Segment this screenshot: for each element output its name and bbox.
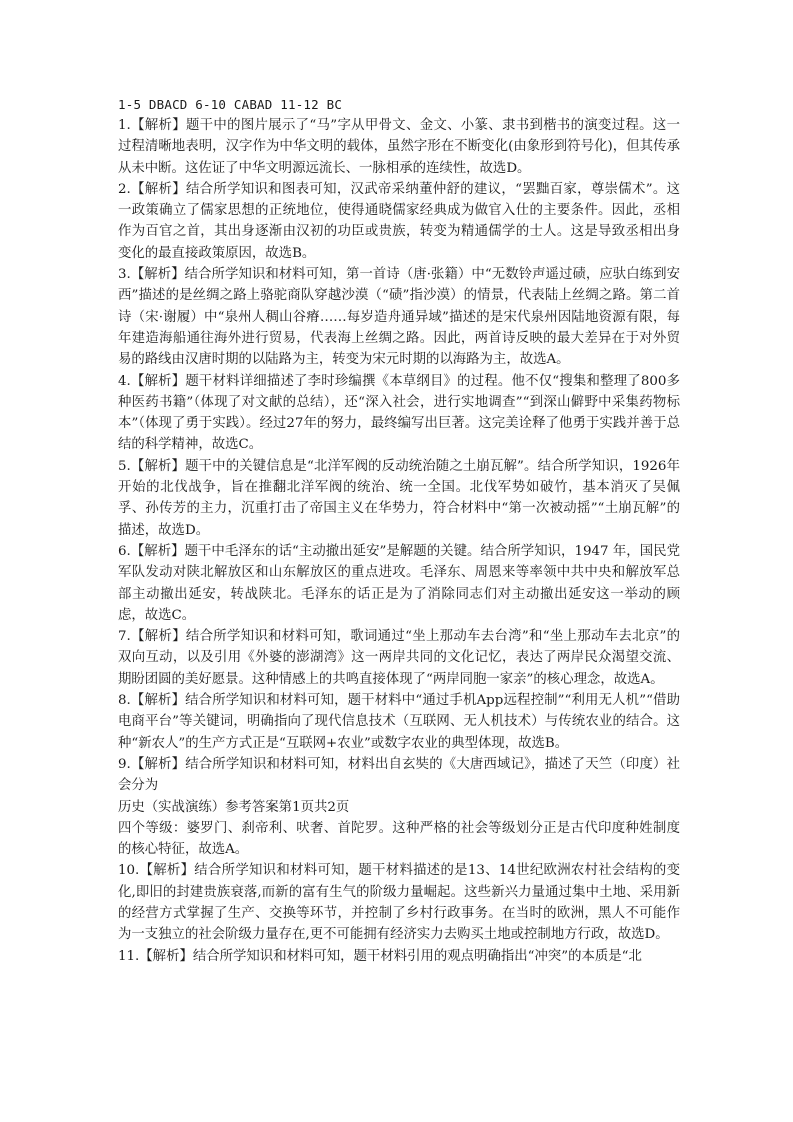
analysis-tag: 【解析】 xyxy=(130,267,185,283)
item-text: 题干中的关键信息是“北洋军阀的反动统治随之土崩瓦解”。结合所学知识，1926年开始的北伐战争，旨在推翻北洋军阀的统治、统一全国。北伐军势如破竹，基本消灭了吴佩孚、孙传芳的主力，沉重打击了帝国主义在华势力，符合材料中“第一次被动摇”“土崩瓦解”的描述，故选D。 xyxy=(118,458,680,538)
analysis-tag: 【解析】 xyxy=(130,543,185,559)
analysis-item-2 xyxy=(118,179,680,264)
analysis-item-9-continued: 四个等级：婆罗门、刹帝利、吠奢、首陀罗。这种严格的社会等级划分正是古代印度种姓制度的核心特征，故选A。 xyxy=(118,820,680,858)
analysis-item-8 xyxy=(118,690,680,754)
analysis-item-4 xyxy=(118,371,680,456)
analysis-item-1 xyxy=(118,115,680,179)
item-number: 10. xyxy=(118,863,140,879)
analysis-item-9 xyxy=(118,754,680,797)
item-text: 题干中的图片展示了“马”字从甲骨文、金文、小篆、隶书到楷书的演变过程。这一过程清晰地表明，汉字作为中华文明的载体，虽然字形在不断变化(由象形到符号化)，但其传承从未中断。这佐证了中华文明源远流长、一脉相承的连续性，故选D。 xyxy=(118,118,680,176)
item-text: 结合所学知识和图表可知，汉武帝采纳董仲舒的建议，“罢黜百家，尊崇儒术”。这一政策确立了儒家思想的正统地位，使得通晓儒家经典成为做官入仕的主要条件。因此，丞相作为百官之首，其出身逐渐由汉初的功臣或贵族，转变为精通儒学的士人。这是导致丞相出身变化的最直接政策原因，故选B。 xyxy=(118,181,680,261)
item-number: 2. xyxy=(118,181,131,197)
analysis-tag: 【解析】 xyxy=(130,118,186,133)
item-text: 结合所学知识和材料可知，材料出自玄奘的《大唐西域记》，描述了天竺（印度）社会分为 xyxy=(118,756,680,794)
analysis-tag: 【解析】 xyxy=(130,756,186,772)
item-number: 6. xyxy=(118,543,131,559)
item-text: 题干中毛泽东的话“主动撤出延安”是解题的关键。结合所学知识，1947 年，国民党军队发动对陕北解放区和山东解放区的重点进攻。毛泽东、周恩来等率领中共中央和解放军总部主动撤出延安，转战陕北。毛泽东的话正是为了消除同志们对主动撤出延安这一举动的顾虑，故选C。 xyxy=(118,543,680,623)
item-text: 结合所学知识和材料可知，题干材料描述的是13、14世纪欧洲农村社会结构的变化,即旧的封建贵族衰落,而新的富有生气的阶级力量崛起。这些新兴力量通过集中土地、采用新的经营方式掌握了生产、交换等环节，并控制了乡村行政事务。在当时的欧洲，黑人不可能作为一支独立的社会阶级力量存在,更不可能拥有经济实力去购买土地或控制地方行政，故选D。 xyxy=(118,863,681,943)
item-number: 9. xyxy=(118,756,131,772)
answer-key: 1-5 DBACD 6-10 CABAD 11-12 BC xyxy=(118,97,343,112)
item-number: 7. xyxy=(118,629,131,645)
analysis-item-3 xyxy=(118,264,680,370)
answer-document xyxy=(118,94,680,967)
analysis-tag: 【解析】 xyxy=(130,458,186,474)
analysis-tag: 【解析】 xyxy=(130,693,186,709)
item-text: 结合所学知识和材料可知，题干材料中“通过手机App远程控制”“利用无人机”“借助电商平台”等关键词，明确指向了现代信息技术（互联网、无人机技术）与传统农业的结合。这种“新农人”的生产方式正是“互联网+农业”或数字农业的典型体现，故选B。 xyxy=(118,693,680,751)
item-text: 结合所学知识和材料可知，歌词通过“坐上那动车去台湾”和“坐上那动车去北京”的双向互动，以及引用《外婆的澎湖湾》这一两岸共同的文化记忆，表达了两岸民众渴望交流、期盼团圆的美好愿景。这种情感上的共鸣直接体现了“两岸同胞一家亲”的核心理念，故选A。 xyxy=(118,629,680,687)
analysis-tag: 【解析】 xyxy=(130,373,186,389)
item-text: 结合所学知识和材料可知，题干材料引用的观点明确指出“冲突”的本质是“北 xyxy=(192,948,642,964)
item-number: 11. xyxy=(118,948,140,964)
analysis-tag: 【解析】 xyxy=(130,629,186,645)
analysis-item-11 xyxy=(118,946,680,967)
item-number: 4. xyxy=(118,373,131,389)
analysis-item-5 xyxy=(118,456,680,541)
item-number: 8. xyxy=(118,693,131,709)
page-footer: 历史（实战演练）参考答案第1页共2页 xyxy=(118,799,350,815)
item-number: 5. xyxy=(118,458,131,474)
analysis-tag: 【解析】 xyxy=(130,181,186,197)
item-number: 3. xyxy=(118,267,131,283)
item-number: 1. xyxy=(118,118,131,133)
item-text: 题干材料详细描述了李时珍编撰《本草纲目》的过程。他不仅“搜集和整理了800多种医药书籍”（体现了对文献的总结），还“深入社会，进行实地调查”“到深山僻野中采集药物标本”（体现了勇于实践）。经过27年的努力，最终编写出巨著。这完美诠释了他勇于实践并善于总结的科学精神，故选C。 xyxy=(118,373,680,453)
analysis-item-10 xyxy=(118,860,680,945)
analysis-item-6 xyxy=(118,541,680,626)
analysis-tag: 【解析】 xyxy=(139,863,195,879)
analysis-tag: 【解析】 xyxy=(139,948,193,964)
item-text: 结合所学知识和材料可知，第一首诗（唐·张籍）中“无数铃声遥过碛，应驮白练到安西”描述的是丝绸之路上骆驼商队穿越沙漠（“碛”指沙漠）的情景，代表陆上丝绸之路。第二首诗（宋·谢履）中“泉州人稠山谷瘠……每岁造舟通异域”描述的是宋代泉州因陆地资源有限，每年建造海船通往海外进行贸易，代表海上丝绸之路。因此，两首诗反映的最大差异在于对外贸易的路线由汉唐时期的以陆路为主，转变为宋元时期的以海路为主，故选A。 xyxy=(118,267,680,368)
analysis-item-7 xyxy=(118,626,680,690)
